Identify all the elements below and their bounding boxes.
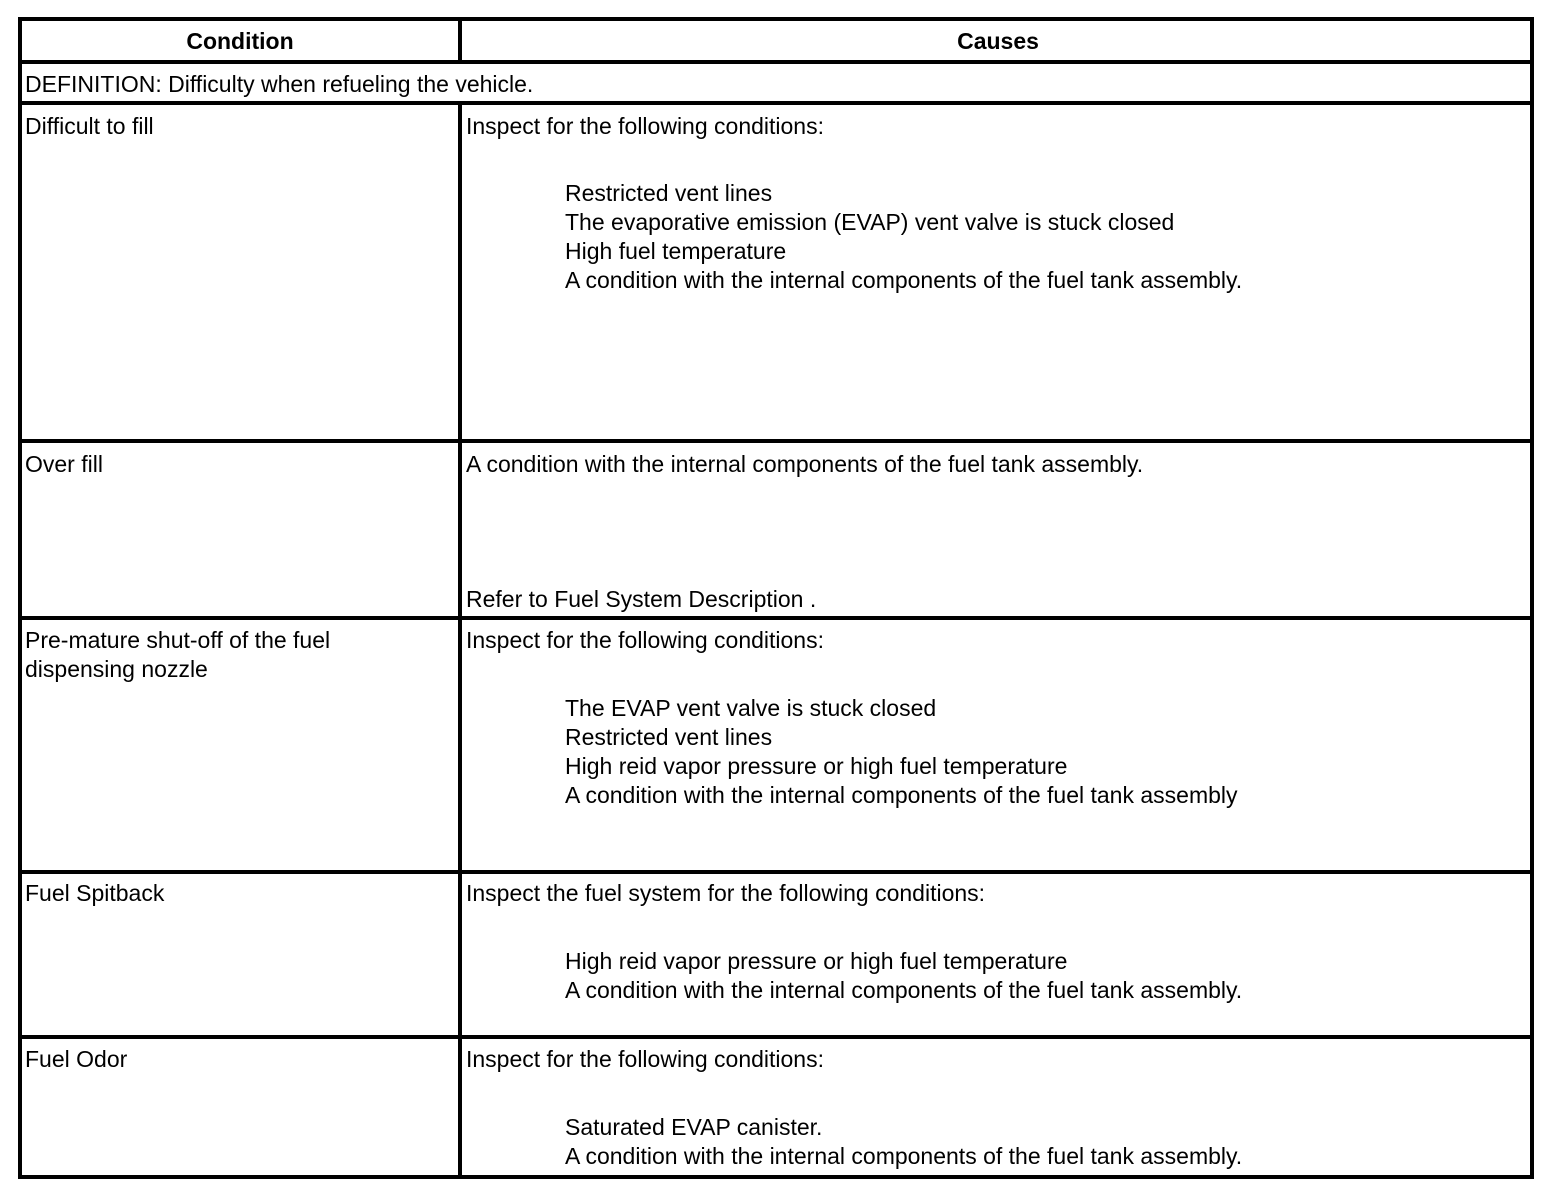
column-divider	[458, 101, 462, 1179]
header-condition: Condition	[186, 28, 294, 54]
condition-premature-shutoff-line1: Pre-mature shut-off of the fuel	[25, 627, 331, 653]
causes-intro: Inspect for the following conditions:	[466, 1046, 824, 1072]
causes-intro: Inspect for the following conditions:	[466, 627, 824, 653]
causes-list	[565, 179, 1242, 295]
list-item: The evaporative emission (EVAP) vent valve is stuck closed	[565, 209, 1175, 235]
condition-premature-shutoff-line2: dispensing nozzle	[25, 656, 208, 682]
row-divider	[22, 616, 1530, 620]
definition-text: DEFINITION: Difficulty when refueling the vehicle.	[25, 71, 534, 97]
list-item: High fuel temperature	[565, 238, 787, 264]
list-item: A condition with the internal components of the fuel tank assembly	[565, 782, 1238, 808]
reference-note: Refer to Fuel System Description .	[466, 586, 817, 612]
list-item: High reid vapor pressure or high fuel temperature	[565, 753, 1068, 779]
condition-difficult-to-fill: Difficult to fill	[25, 113, 154, 139]
list-item: High reid vapor pressure or high fuel temperature	[565, 948, 1068, 974]
causes-intro: Inspect the fuel system for the following conditions:	[466, 880, 986, 906]
row-divider	[22, 60, 1530, 64]
list-item: The EVAP vent valve is stuck closed	[565, 695, 937, 721]
list-item: Restricted vent lines	[565, 180, 773, 206]
list-item: A condition with the internal components of the fuel tank assembly.	[565, 977, 1243, 1003]
causes-text: A condition with the internal components of the fuel tank assembly.	[466, 451, 1144, 477]
header-causes: Causes	[957, 28, 1039, 54]
diagnostic-table	[18, 17, 1534, 1179]
list-item: Saturated EVAP canister.	[565, 1114, 823, 1140]
causes-list	[565, 1113, 1242, 1171]
row-divider	[22, 439, 1530, 443]
row-divider	[22, 1035, 1530, 1039]
list-item: A condition with the internal components of the fuel tank assembly.	[565, 267, 1243, 293]
condition-fuel-spitback: Fuel Spitback	[25, 880, 165, 906]
condition-over-fill: Over fill	[25, 451, 103, 477]
list-item: Restricted vent lines	[565, 724, 773, 750]
list-item: A condition with the internal components of the fuel tank assembly.	[565, 1143, 1243, 1169]
causes-list	[565, 694, 1238, 810]
condition-fuel-odor: Fuel Odor	[25, 1046, 128, 1072]
row-divider	[22, 101, 1530, 105]
row-divider	[22, 870, 1530, 874]
causes-intro: Inspect for the following conditions:	[466, 113, 824, 139]
causes-list	[565, 947, 1242, 1005]
